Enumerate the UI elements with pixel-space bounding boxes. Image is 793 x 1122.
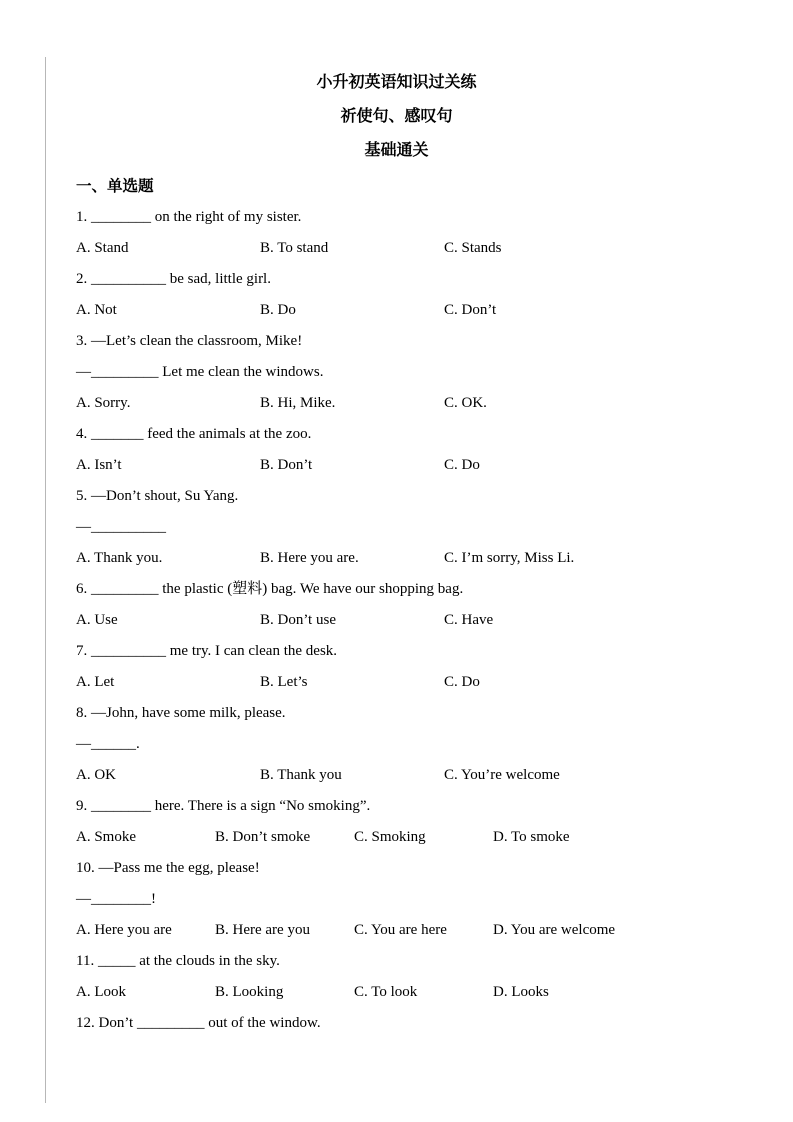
option: D. To smoke — [493, 829, 570, 845]
question-line: 4. _______ feed the animals at the zoo. — [76, 426, 312, 442]
question-line: 10. —Pass me the egg, please! — [76, 860, 260, 876]
option: B. Here are you — [215, 922, 310, 938]
option: C. Do — [444, 674, 480, 690]
question-line: 5. —Don’t shout, Su Yang. — [76, 488, 239, 504]
option: B. Let’s — [260, 674, 308, 690]
option: A. Look — [76, 984, 126, 1000]
option-row — [76, 977, 753, 1008]
question-10 — [76, 853, 753, 946]
option-row — [76, 233, 753, 264]
page-subtitle-level: 基础通关 — [364, 142, 429, 159]
left-margin-line — [45, 57, 46, 1103]
option-row — [76, 915, 753, 946]
question-7 — [76, 636, 753, 698]
option: B. Do — [260, 302, 296, 318]
document-body — [76, 171, 753, 1039]
option-row — [76, 388, 753, 419]
question-line: 12. Don’t _________ out of the window. — [76, 1015, 321, 1031]
question-line: 2. __________ be sad, little girl. — [76, 271, 271, 287]
option: A. Thank you. — [76, 550, 163, 566]
question-line: —__________ — [76, 519, 166, 535]
question-line: 9. ________ here. There is a sign “No smoking”. — [76, 798, 371, 814]
option: C. Stands — [444, 240, 502, 256]
option-row — [76, 543, 753, 574]
option: B. Don’t use — [260, 612, 336, 628]
question-12 — [76, 1008, 753, 1039]
option: A. Stand — [76, 240, 129, 256]
option: C. Smoking — [354, 829, 426, 845]
question-line: 1. ________ on the right of my sister. — [76, 209, 302, 225]
question-8 — [76, 698, 753, 791]
option-row — [76, 605, 753, 636]
question-5 — [76, 481, 753, 574]
question-line: 3. —Let’s clean the classroom, Mike! — [76, 333, 303, 349]
option: C. I’m sorry, Miss Li. — [444, 550, 575, 566]
question-4 — [76, 419, 753, 481]
question-line: 8. —John, have some milk, please. — [76, 705, 286, 721]
option-row — [76, 667, 753, 698]
option: A. Sorry. — [76, 395, 131, 411]
question-3 — [76, 326, 753, 419]
option: B. Looking — [215, 984, 284, 1000]
option: C. To look — [354, 984, 418, 1000]
question-line: —______. — [76, 736, 140, 752]
option: C. Do — [444, 457, 480, 473]
document-headings — [0, 0, 793, 168]
option-row — [76, 295, 753, 326]
section-heading: 一、单选题 — [76, 178, 154, 195]
option: A. Use — [76, 612, 118, 628]
option: B. Don’t — [260, 457, 313, 473]
question-line: 6. _________ the plastic (塑料) bag. We have our shopping bag. — [76, 581, 464, 597]
option-row — [76, 450, 753, 481]
option: A. Smoke — [76, 829, 136, 845]
question-line: 7. __________ me try. I can clean the desk. — [76, 643, 338, 659]
option: B. Hi, Mike. — [260, 395, 336, 411]
question-6 — [76, 574, 753, 636]
option: D. You are welcome — [493, 922, 616, 938]
question-2 — [76, 264, 753, 326]
page-title: 小升初英语知识过关练 — [316, 74, 477, 91]
option: C. You’re welcome — [444, 767, 560, 783]
option-row — [76, 760, 753, 791]
option: B. Here you are. — [260, 550, 359, 566]
option: C. OK. — [444, 395, 487, 411]
option: A. Not — [76, 302, 117, 318]
option: A. OK — [76, 767, 116, 783]
option: C. You are here — [354, 922, 447, 938]
option: B. Don’t smoke — [215, 829, 311, 845]
option: D. Looks — [493, 984, 549, 1000]
option: B. To stand — [260, 240, 329, 256]
page-subtitle-topic: 祈使句、感叹句 — [340, 108, 453, 125]
question-1 — [76, 202, 753, 264]
option: A. Here you are — [76, 922, 172, 938]
question-11 — [76, 946, 753, 1008]
question-line: —_________ Let me clean the windows. — [76, 364, 324, 380]
question-line: 11. _____ at the clouds in the sky. — [76, 953, 280, 969]
option: A. Isn’t — [76, 457, 122, 473]
question-line: —________! — [76, 891, 156, 907]
option-row — [76, 822, 753, 853]
question-9 — [76, 791, 753, 853]
option: C. Have — [444, 612, 494, 628]
option: A. Let — [76, 674, 115, 690]
option: C. Don’t — [444, 302, 497, 318]
option: B. Thank you — [260, 767, 342, 783]
